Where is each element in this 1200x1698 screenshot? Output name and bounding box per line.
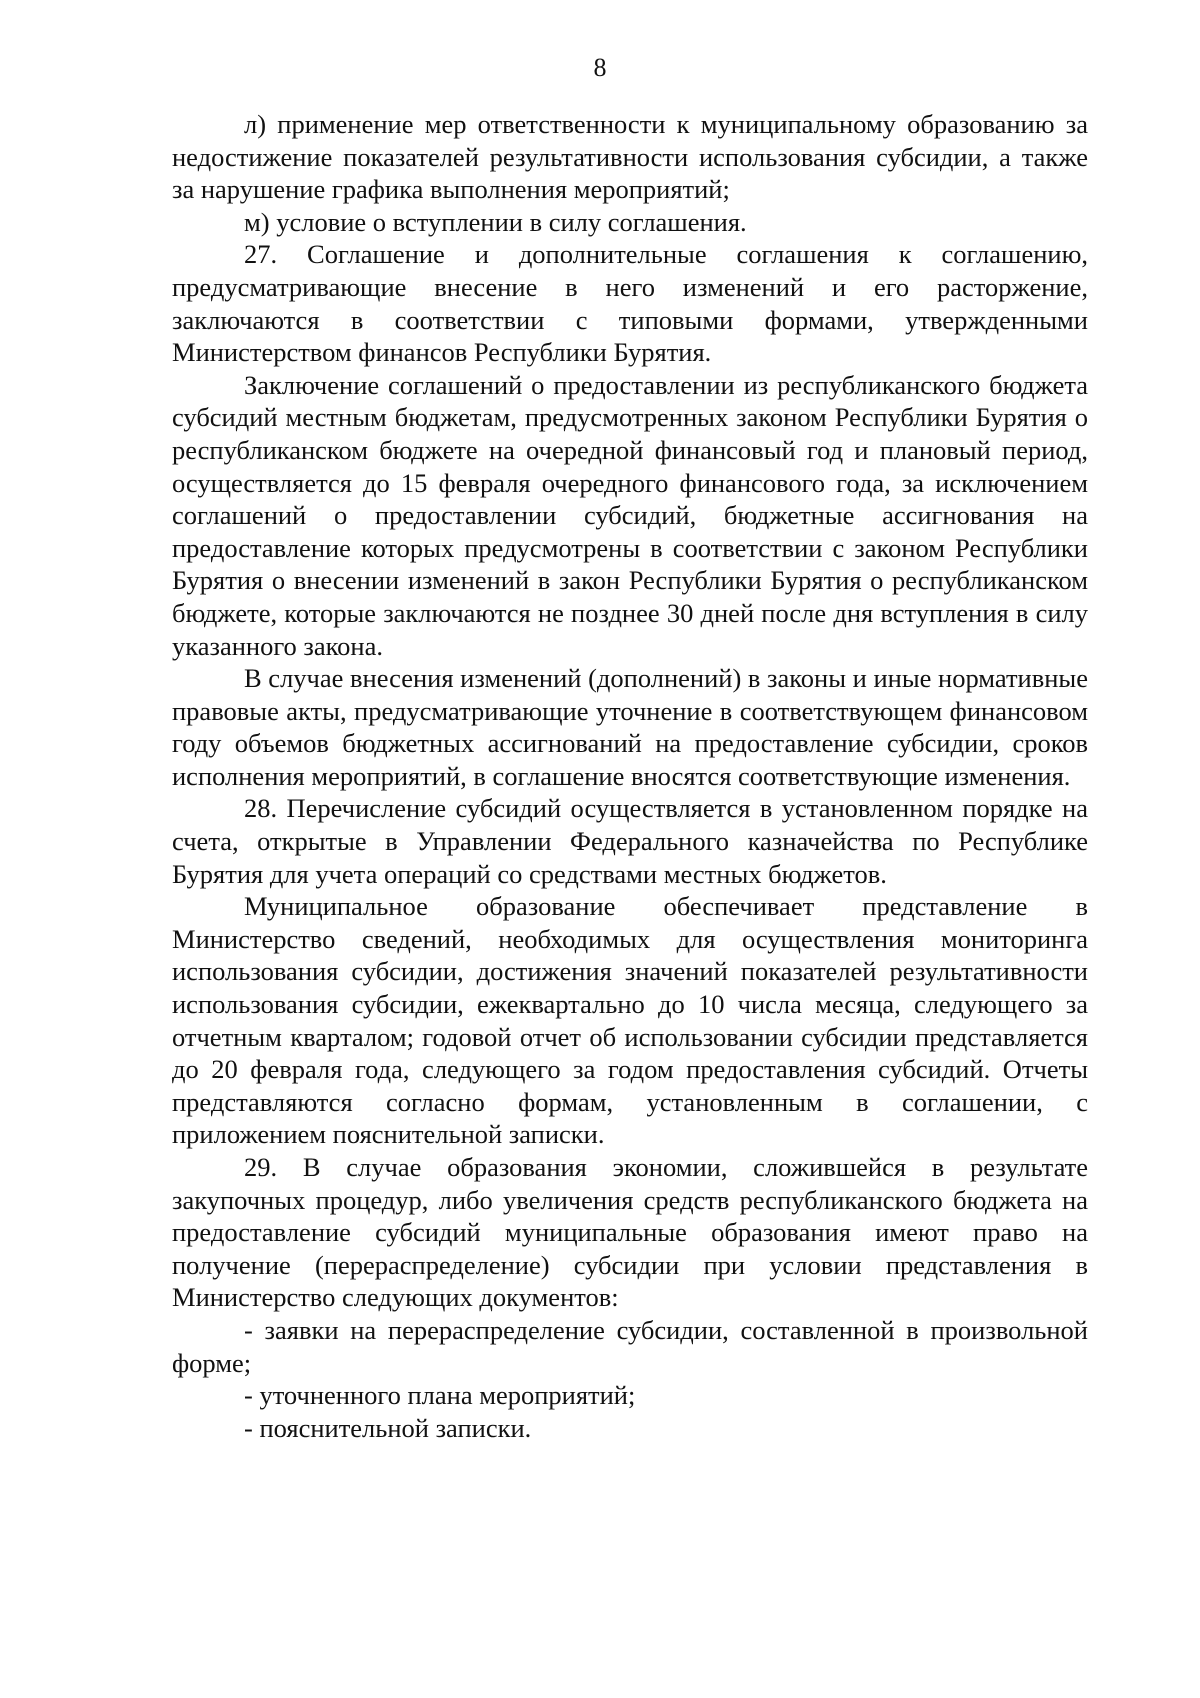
list-item-plan: - уточненного плана мероприятий; <box>244 1380 636 1411</box>
document-body <box>172 108 1088 1444</box>
paragraph-28: 28. Перечисление субсидий осуществляется в установленном порядке на счета, открытые в Управлении Федерального казначейства по Республике Бурятия для учета операций со средствами местных бюджетов. <box>172 793 1088 889</box>
list-item-request: - заявки на перераспределение субсидии, составленной в произвольной форме; <box>172 1314 1088 1378</box>
list-item-note: - пояснительной записки. <box>244 1412 532 1443</box>
paragraph-agreement-conclusion: Заключение соглашений о предоставлении из республиканского бюджета субсидий местным бюджетам, предусмотренных законом Республики Бурятия о республиканском бюджете на очередной финансовый год и плановый период, осуществляется до 15 февраля очередного финансового года, за исключением соглашений о предоставлении субсидий, бюджетные ассигнования на предоставление которых предусмотрены в соответствии с законом Республики Бурятия о внесении изменений в закон Республики Бурятия о республиканском бюджете, которые заключаются не позднее 30 дней после дня вступления в силу указанного закона. <box>172 369 1088 661</box>
paragraph-amendments: В случае внесения изменений (дополнений) в законы и иные нормативные правовые акты, предусматривающие уточнение в соответствующем финансовом году объемов бюджетных ассигнований на предоставление субсидии, сроков исполнения мероприятий, в соглашение вносятся соответствующие изменения. <box>172 663 1088 791</box>
paragraph-27: 27. Соглашение и дополнительные соглашения к соглашению, предусматривающие внесение в него изменений и его расторжение, заключаются в соответствии с типовыми формами, утвержденными Министерством финансов Республики Бурятия. <box>172 239 1088 368</box>
paragraph-l-item: л) применение мер ответственности к муниципальному образованию за недостижение показателей результативности использования субсидии, а также за нарушение графика выполнения мероприятий; <box>172 109 1088 205</box>
page-number: 8 <box>593 53 607 82</box>
paragraph-29: 29. В случае образования экономии, сложившейся в результате закупочных процедур, либо увеличения средств республиканского бюджета на предоставление субсидий муниципальные образования имеют право на получение (перераспределение) субсидии при условии представления в Министерство следующих документов: <box>172 1152 1088 1313</box>
paragraph-monitoring: Муниципальное образование обеспечивает представление в Министерство сведений, необходимых для осуществления мониторинга использования субсидии, достижения значений показателей результативности использования субсидии, ежеквартально до 10 числа месяца, следующего за отчетным кварталом; годовой отчет об использовании субсидии представляется до 20 февраля года, следующего за годом предоставления субсидий. Отчеты представляются согласно формам, установленным в соглашении, с приложением пояснительной записки. <box>172 891 1088 1150</box>
paragraph-m-item: м) условие о вступлении в силу соглашения. <box>244 206 747 237</box>
